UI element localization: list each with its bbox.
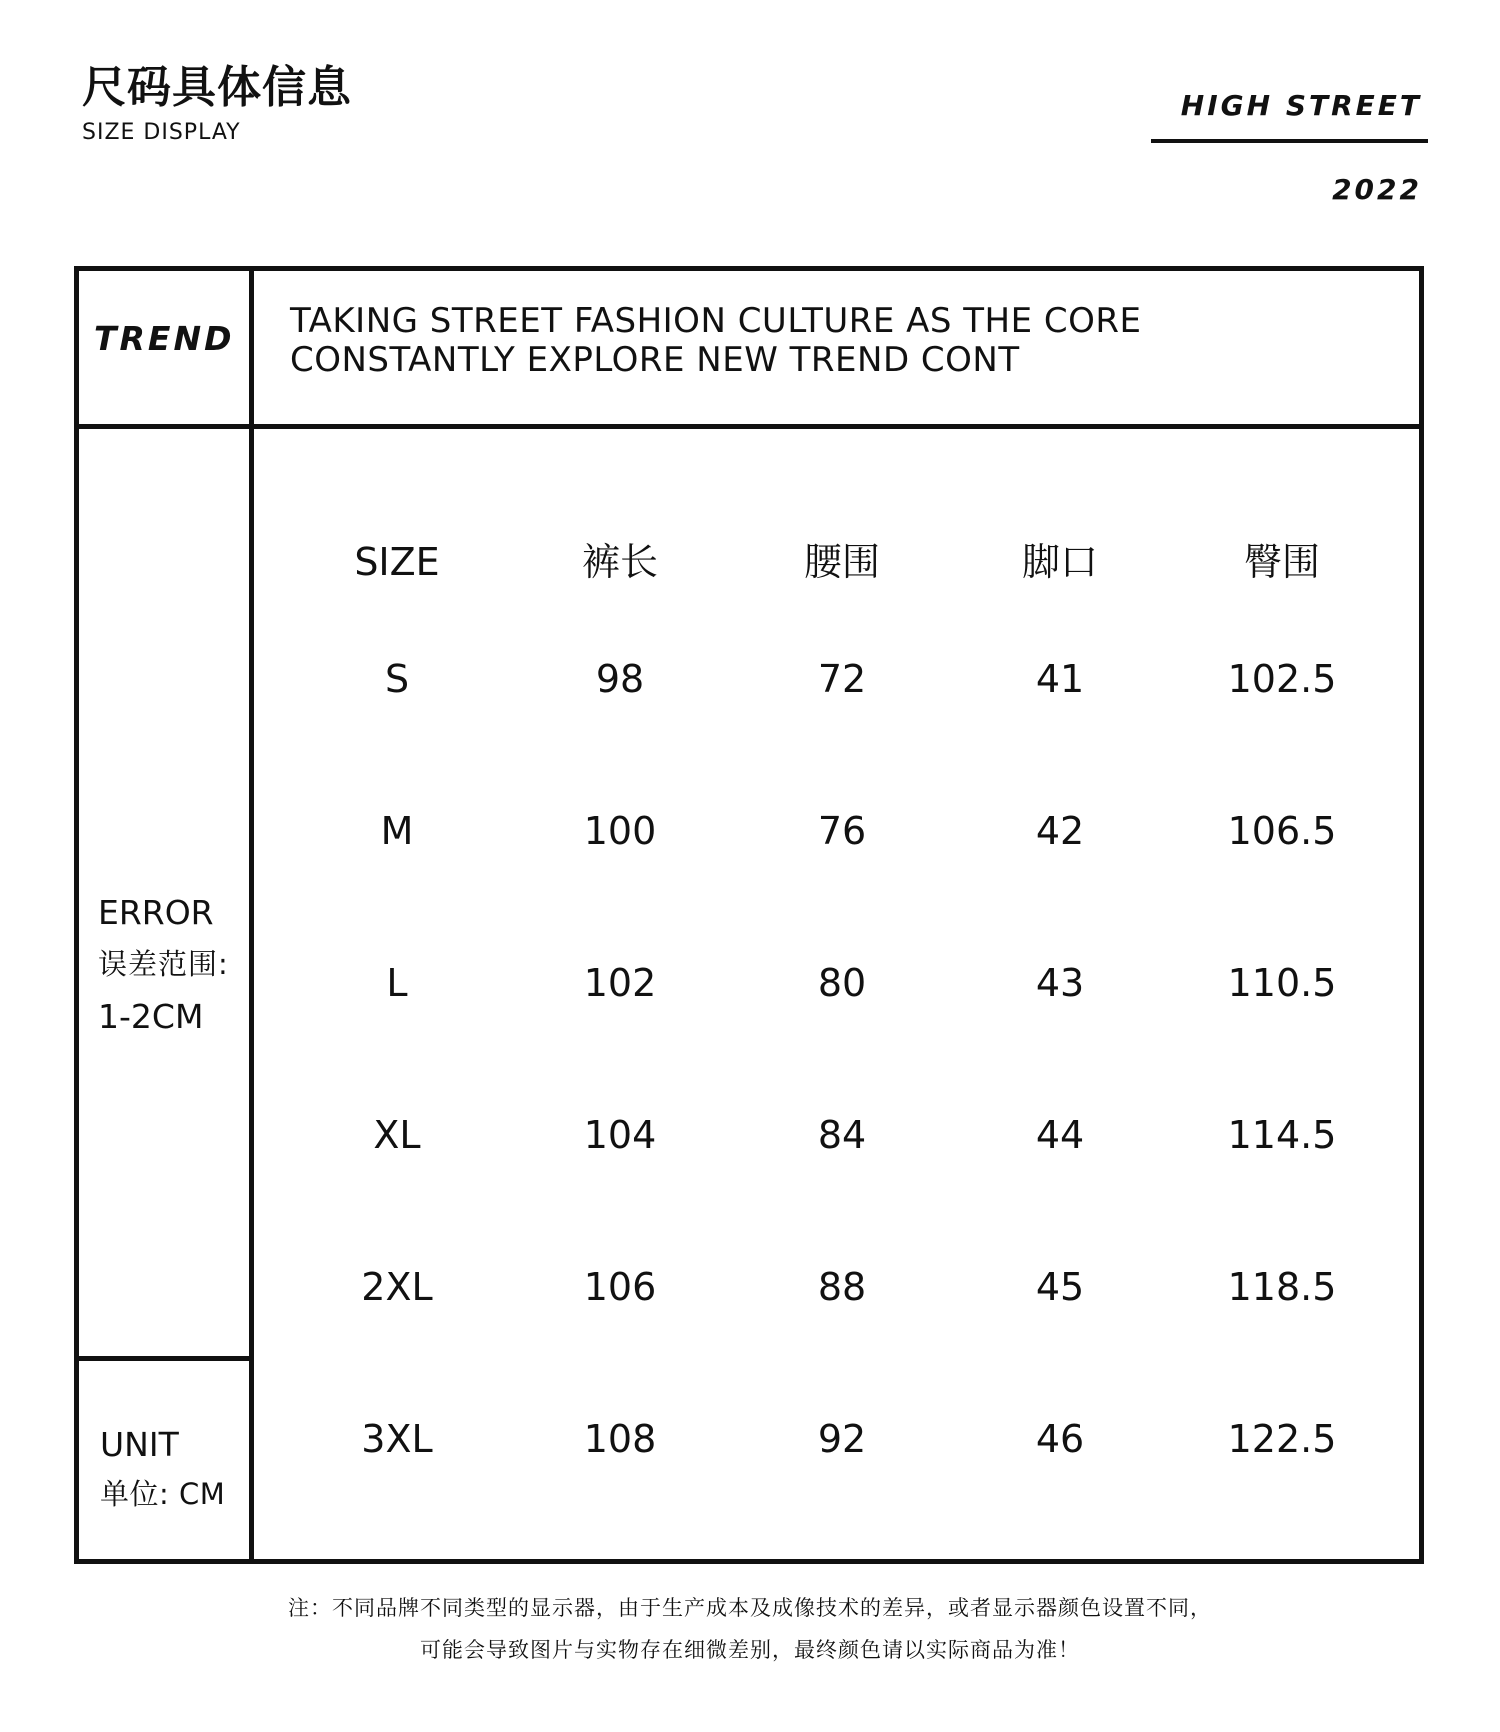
trend-label: TREND xyxy=(94,319,235,358)
table-cell: 102 xyxy=(583,961,657,1005)
table-cell: 106 xyxy=(583,1265,657,1309)
table-cell: 108 xyxy=(583,1417,657,1461)
brand-label: HIGH STREET xyxy=(1180,89,1422,122)
tagline xyxy=(290,302,1142,380)
column-divider xyxy=(249,266,254,1564)
table-cell: 2XL xyxy=(361,1265,433,1309)
page-title: 尺码具体信息 xyxy=(82,62,352,113)
table-cell: 44 xyxy=(1035,1113,1085,1157)
table-cell: 42 xyxy=(1035,809,1085,853)
error-label-cn: 误差范围: xyxy=(98,947,229,981)
table-cell: M xyxy=(380,809,414,853)
table-cell: 92 xyxy=(817,1417,867,1461)
footer-note-line-1: 注：不同品牌不同类型的显示器，由于生产成本及成像技术的差异，或者显示器颜色设置不同， xyxy=(288,1596,1212,1620)
footer-note-line-2: 可能会导致图片与实物存在细微差别，最终颜色请以实际商品为准！ xyxy=(420,1638,1080,1662)
table-cell: 118.5 xyxy=(1227,1265,1337,1309)
table-cell: XL xyxy=(373,1113,421,1157)
unit-label: UNIT xyxy=(100,1425,179,1464)
size-table-frame xyxy=(74,266,1424,1564)
table-cell: 114.5 xyxy=(1227,1113,1337,1157)
unit-divider xyxy=(74,1356,254,1361)
table-cell: 80 xyxy=(817,961,867,1005)
table-cell: 76 xyxy=(817,809,867,853)
table-cell: 104 xyxy=(583,1113,657,1157)
table-cell: 122.5 xyxy=(1227,1417,1337,1461)
table-cell: 98 xyxy=(595,657,645,701)
unit-label-cn: 单位: CM xyxy=(100,1477,226,1511)
error-value: 1-2CM xyxy=(98,997,204,1036)
table-cell: 110.5 xyxy=(1227,961,1337,1005)
column-header: 臀围 xyxy=(1243,540,1320,584)
table-cell: 43 xyxy=(1035,961,1085,1005)
table-cell: 100 xyxy=(583,809,657,853)
table-cell: L xyxy=(386,961,408,1005)
year-label: 2022 xyxy=(1332,173,1422,206)
column-header: 腰围 xyxy=(803,540,880,584)
error-label: ERROR xyxy=(98,893,214,932)
table-cell: 84 xyxy=(817,1113,867,1157)
table-cell: 41 xyxy=(1035,657,1085,701)
table-cell: 102.5 xyxy=(1227,657,1337,701)
table-cell: 88 xyxy=(817,1265,867,1309)
tagline-line-2: CONSTANTLY EXPLORE NEW TREND CONT xyxy=(290,340,1020,380)
column-header: 裤长 xyxy=(581,540,658,584)
column-header: SIZE xyxy=(354,540,440,584)
table-cell: 3XL xyxy=(361,1417,433,1461)
brand-divider xyxy=(1151,139,1428,143)
table-cell: 106.5 xyxy=(1227,809,1337,853)
table-cell: 72 xyxy=(817,657,867,701)
tagline-line-1: TAKING STREET FASHION CULTURE AS THE CORE xyxy=(290,301,1142,341)
column-header: 脚口 xyxy=(1021,540,1098,584)
page-subtitle: SIZE DISPLAY xyxy=(82,120,241,145)
table-cell: S xyxy=(384,657,410,701)
table-cell: 46 xyxy=(1035,1417,1085,1461)
header-divider xyxy=(74,424,1424,429)
table-cell: 45 xyxy=(1035,1265,1085,1309)
